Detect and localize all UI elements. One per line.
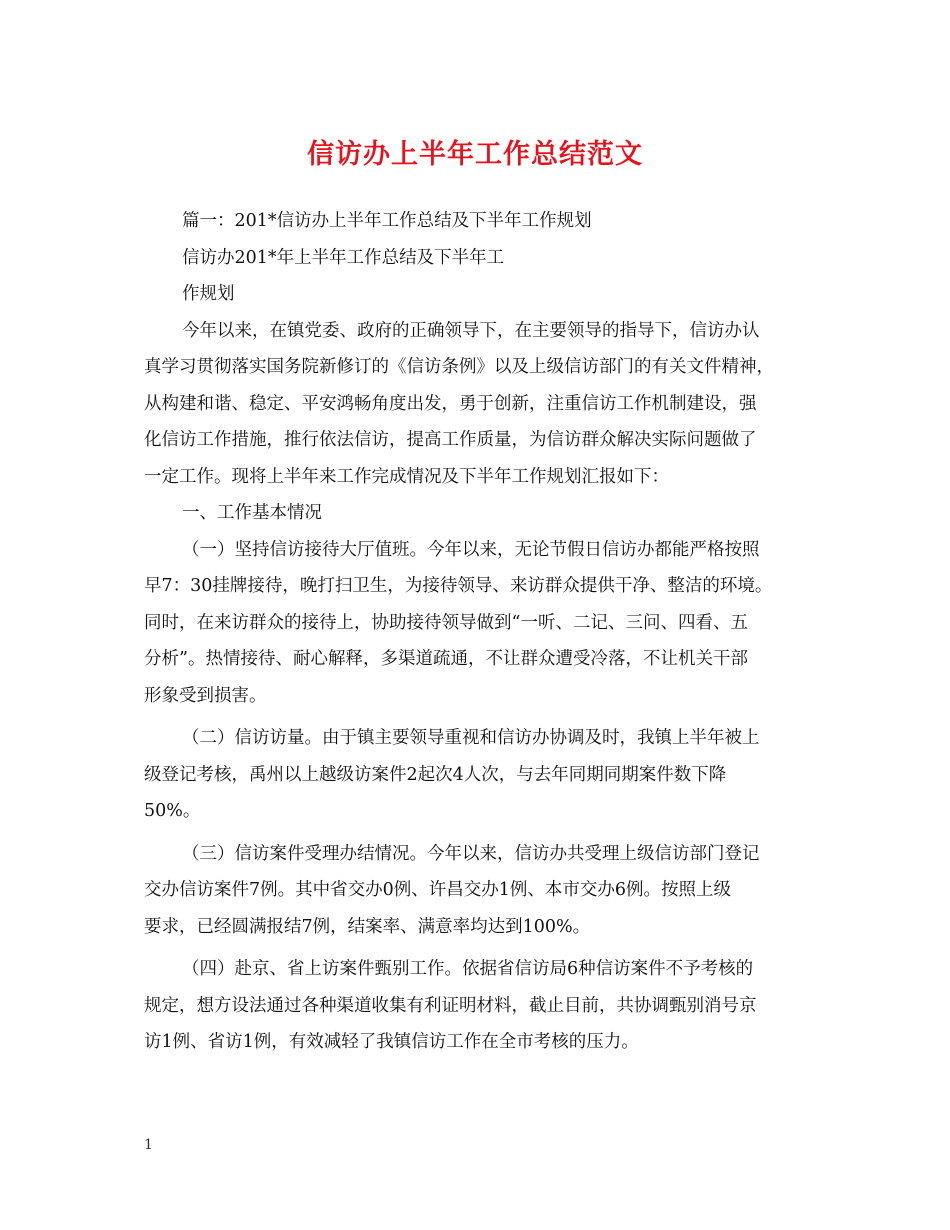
text-line: 分析”。热情接待、耐心解释，多渠道疏通，不让群众遭受冷落，不让机关干部 [144,649,748,669]
text-line: 今年以来，在镇党委、政府的正确领导下，在主要领导的指导下，信访办认 [182,320,760,341]
text-line: 一定工作。现将上半年来工作完成情况及下半年工作规划汇报如下： [144,466,669,487]
text-line: 50%。 [144,801,201,821]
text-line: 从构建和谐、稳定、平安鸿畅角度出发，勇于创新，注重信访工作机制建设，强 [144,393,757,414]
text-line: 要求，已经圆满报结7例，结案率、满意率均达到100%。 [144,916,591,937]
text-line: 真学习贯彻落实国务院新修订的《信访条例》以及上级信访部门的有关文件精神， [144,357,774,377]
text-line: 信访办201*年上半年工作总结及下半年工 [182,247,505,268]
document-title: 信访办上半年工作总结范文 [307,139,643,170]
text-line: （四）赴京、省上访案件甄别工作。依据省信访局6种信访案件不予考核的 [182,959,754,979]
document-body [144,203,808,1061]
text-line: 规定，想方设法通过各种渠道收集有利证明材料，截止目前，共协调甄别消号京 [144,995,757,1016]
text-line: 早7：30挂牌接待，晚打扫卫生，为接待领导、来访群众提供干净、整洁的环境。 [144,576,773,596]
text-line: 篇一：201*信访办上半年工作总结及下半年工作规划 [182,211,592,231]
text-line: 作规划 [182,284,235,304]
page-number: 1 [144,1137,153,1153]
text-line: 形象受到损害。 [144,685,267,706]
text-line: 化信访工作措施，推行依法信访，提高工作质量，为信访群众解决实际问题做了 [144,430,757,450]
text-line: （三）信访案件受理办结情况。今年以来，信访办共受理上级信访部门登记 [182,843,760,864]
text-line: （一）坚持信访接待大厅值班。今年以来，无论节假日信访办都能严格按照 [182,539,760,560]
text-line: （二）信访访量。由于镇主要领导重视和信访办协调及时，我镇上半年被上 [182,728,760,748]
text-line: 交办信访案件7例。其中省交办0例、许昌交办1例、本市交办6例。按照上级 [144,880,732,900]
text-line: 同时，在来访群众的接待上，协助接待领导做到“一听、二记、三问、四看、五 [144,612,748,633]
text-line: 级登记考核，禹州以上越级访案件2起次4人次，与去年同期同期案件数下降 [144,764,727,785]
section-heading: 一、工作基本情况 [182,503,322,523]
text-line: 访1例、省访1例，有效减轻了我镇信访工作在全市考核的压力。 [144,1032,639,1052]
